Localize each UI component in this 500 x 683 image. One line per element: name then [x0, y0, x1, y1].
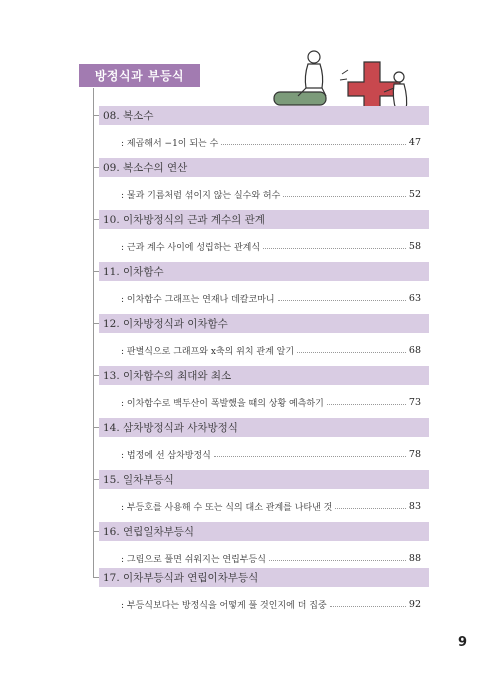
chapter-title: 10. 이차방정식의 근과 계수의 관계: [99, 210, 429, 229]
chapter-desc-row: [121, 135, 421, 149]
chapter-page: 68: [408, 344, 421, 356]
chapter-desc: : 근과 계수 사이에 성립하는 관계식: [121, 242, 261, 253]
chapter-desc-row: [121, 291, 421, 305]
chapter-desc: : 제곱해서 −1이 되는 수: [121, 138, 219, 149]
chapter-page: 63: [408, 292, 421, 304]
chapter-desc-row: [121, 551, 421, 565]
chapter-desc-row: [121, 395, 421, 409]
chapter-desc: : 부등식보다는 방정식을 어떻게 풀 것인지에 더 집중: [121, 600, 327, 611]
chapter-title: 09. 복소수의 연산: [99, 158, 429, 177]
chapter-page: 58: [408, 240, 421, 252]
section-title: 방정식과 부등식: [79, 64, 200, 87]
leader-dots: [221, 144, 406, 145]
chapter-desc: : 그림으로 풀면 쉬워지는 연립부등식: [121, 554, 266, 565]
chapter-page: 88: [408, 552, 421, 564]
chapter-page: 83: [408, 500, 421, 512]
leader-dots: [278, 300, 406, 301]
leader-dots: [327, 404, 406, 405]
chapter-page: 78: [408, 448, 421, 460]
chapter-desc: : 법정에 선 삼차방정식: [121, 450, 211, 461]
chapter-title: 15. 일차부등식: [99, 470, 429, 489]
chapter-desc: : 부등호를 사용해 수 또는 식의 대소 관계를 나타낸 것: [121, 502, 333, 513]
chapter-title: 14. 삼차방정식과 사차방정식: [99, 418, 429, 437]
chapter-page: 52: [408, 188, 421, 200]
leader-dots: [283, 196, 406, 197]
leader-dots: [330, 606, 406, 607]
chapter-desc: : 물과 기름처럼 섞이지 않는 실수와 허수: [121, 190, 281, 201]
leader-dots: [263, 248, 406, 249]
chapter-page: 73: [408, 396, 421, 408]
chapter-title: 16. 연립일차부등식: [99, 522, 429, 541]
chapter-title: 12. 이차방정식과 이차함수: [99, 314, 429, 333]
chapter-title: 08. 복소수: [99, 106, 429, 125]
chapter-desc: : 이차함수로 백두산이 폭발했을 때의 상황 예측하기: [121, 398, 324, 409]
chapter-desc: : 이차함수 그래프는 연재나 데칼코마니: [121, 294, 275, 305]
chapter-desc-row: [121, 343, 421, 357]
chapter-desc-row: [121, 239, 421, 253]
leader-dots: [269, 560, 406, 561]
chapter-title: 13. 이차함수의 최대와 최소: [99, 366, 429, 385]
page-number: 9: [458, 635, 468, 650]
chapter-title: 17. 이차부등식과 연립이차부등식: [99, 568, 429, 587]
chapter-desc-row: [121, 447, 421, 461]
chapter-desc: : 판별식으로 그래프와 x축의 위치 관계 알기: [121, 346, 295, 357]
chapter-page: 92: [408, 598, 421, 610]
chapter-title: 11. 이차함수: [99, 262, 429, 281]
leader-dots: [297, 352, 406, 353]
chapter-desc-row: [121, 499, 421, 513]
leader-dots: [335, 508, 406, 509]
leader-dots: [214, 456, 406, 457]
chapter-page: 47: [408, 136, 421, 148]
toc-connector-line: [93, 88, 94, 578]
chapter-desc-row: [121, 597, 421, 611]
chapter-desc-row: [121, 187, 421, 201]
